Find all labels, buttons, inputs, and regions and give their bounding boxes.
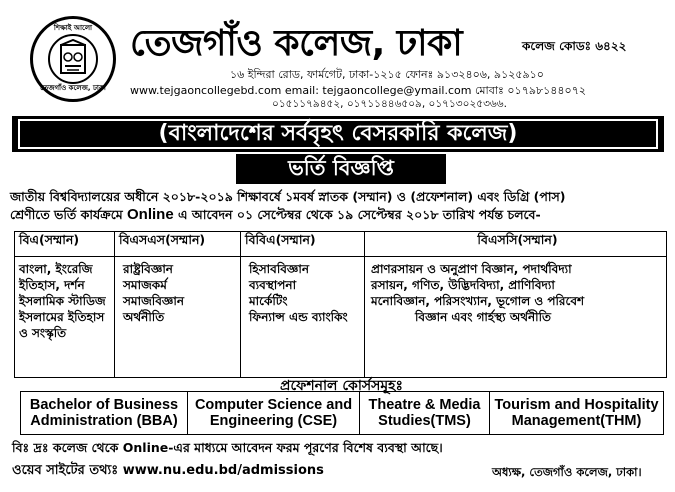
notice-line-2-start: শ্রেণীতে ভর্তি কার্যক্রমে (10, 207, 128, 222)
subject-item: ও সংস্কৃতি (19, 326, 67, 340)
subject-item: ইসলামিক স্টাডিজ (19, 294, 106, 308)
subjects-row (15, 257, 667, 378)
subject-item: ফিন্যান্স এন্ড ব্যাংকিং (249, 310, 348, 324)
subject-item: সমাজবিজ্ঞান (123, 294, 185, 308)
tagline-banner (12, 116, 664, 152)
online-form-note: বিঃ দ্রঃ কলেজ থেকে Online-এর মাধ্যমে আবেদন ফরম পূরণের বিশেষ ব্যবস্থা আছে। (12, 440, 443, 455)
logo-college-name: তেজগাঁও কলেজ, ঢাকা (40, 84, 106, 92)
admission-notice-text (10, 188, 670, 224)
course-line: Management(THM) (511, 413, 642, 429)
college-title: তেজগাঁও কলেজ, ঢাকা (130, 23, 463, 64)
notice-title-banner: ভর্তি বিজ্ঞপ্তি (236, 154, 446, 184)
logo-motto: শিক্ষাই আলো (53, 24, 93, 32)
course-line: Studies(TMS) (378, 413, 471, 429)
course-cse (188, 391, 360, 435)
subject-item: ইতিহাস, দর্শন (19, 278, 85, 292)
column-header-bss: বিএসএস(সম্মান) (115, 232, 241, 257)
college-code: কলেজ কোডঃ ৬৪২২ (522, 39, 627, 53)
subject-item: হিসাববিজ্ঞান (249, 262, 310, 276)
college-emblem-icon (48, 34, 98, 84)
subjects-table (14, 231, 667, 378)
course-line: Computer Science and (194, 397, 353, 413)
column-header-bsc: বিএসসি(সম্মান) (365, 232, 667, 257)
bsc-subjects (365, 257, 667, 378)
course-thm (490, 391, 664, 435)
column-header-bba: বিবিএ(সম্মান) (241, 232, 365, 257)
subject-item: মার্কেটিং (249, 294, 288, 308)
tagline-text: (বাংলাদেশের সর্ববৃহৎ বেসরকারি কলেজ) (18, 119, 658, 149)
admission-notice (4, 4, 671, 488)
course-tms (360, 391, 490, 435)
course-line: Tourism and Hospitality (494, 397, 659, 413)
professional-courses-row (20, 391, 664, 435)
college-logo (30, 16, 116, 102)
subject-item: বিজ্ঞান এবং গার্হস্থ্য অর্থনীতি (415, 310, 552, 324)
subject-item: ব্যবস্থাপনা (249, 278, 297, 292)
phone-numbers: ০১৫১১৭৯৪৫২, ০১৭১১৪৪৬৫০৯, ০১৭১৩০২৫৩৬৬. (272, 98, 507, 110)
college-address: ১৬ ইন্দিরা রোড, ফার্মগেট, ঢাকা-১২১৫ ফোনঃ ৯১৩২৪০৬, ৯১২৫৯১০ (230, 68, 544, 81)
subject-item: প্রাণরসায়ন ও অনুপ্রাণ বিজ্ঞান, পদার্থবিদ্যা (371, 262, 572, 276)
web-email-line: www.tejgaoncollegebd.com email: tejgaoncollege@ymail.com মোবাঃ ০১৭৯৮১৪৪০৭২ (130, 84, 586, 97)
subject-item: মনোবিজ্ঞান, পরিসংখ্যান, ভূগোল ও পরিবেশ (371, 294, 585, 308)
subject-item: বাংলা, ইংরেজি (19, 262, 93, 276)
principal-signature: অধ্যক্ষ, তেজগাঁও কলেজ, ঢাকা। (492, 465, 642, 479)
course-line: Theatre & Media (368, 397, 481, 413)
ba-subjects (15, 257, 115, 378)
notice-line-2-end: এ আবেদন ০১ সেপ্টেম্বর থেকে ১৯ সেপ্টেম্বর ২০১৮ তারিখ পর্যন্ত চলবে- (173, 207, 541, 222)
course-line: Engineering (CSE) (209, 413, 338, 429)
online-label: Online (127, 206, 174, 223)
notice-line-2 (10, 206, 670, 224)
subject-item: রাষ্ট্রবিজ্ঞান (123, 262, 173, 276)
course-bba (20, 391, 188, 435)
website-info: ওয়েব সাইটের তথ্যঃ www.nu.edu.bd/admissions (12, 463, 324, 478)
professional-courses-title: প্রফেশনাল কোর্সসমূহঃ (280, 378, 403, 394)
bba-subjects (241, 257, 365, 378)
bss-subjects (115, 257, 241, 378)
course-line: Bachelor of Business (29, 397, 179, 413)
column-header-ba: বিএ(সম্মান) (15, 232, 115, 257)
course-line: Administration (BBA) (30, 413, 178, 429)
notice-line-1: জাতীয় বিশ্ববিদ্যালয়ের অধীনে ২০১৮-২০১৯ শিক্ষাবর্ষে ১মবর্ষ স্নাতক (সম্মান) ও (প্রফেশনাল) এবং ডিগ্রি (পাস) (10, 189, 566, 204)
subject-item: সমাজকর্ম (123, 278, 167, 292)
subject-item: অর্থনীতি (123, 310, 165, 324)
subject-item: রসায়ন, গণিত, উদ্ভিদবিদ্যা, প্রাণিবিদ্যা (371, 278, 555, 292)
subject-item: ইসলামের ইতিহাস (19, 310, 105, 324)
subjects-header-row (15, 232, 667, 257)
